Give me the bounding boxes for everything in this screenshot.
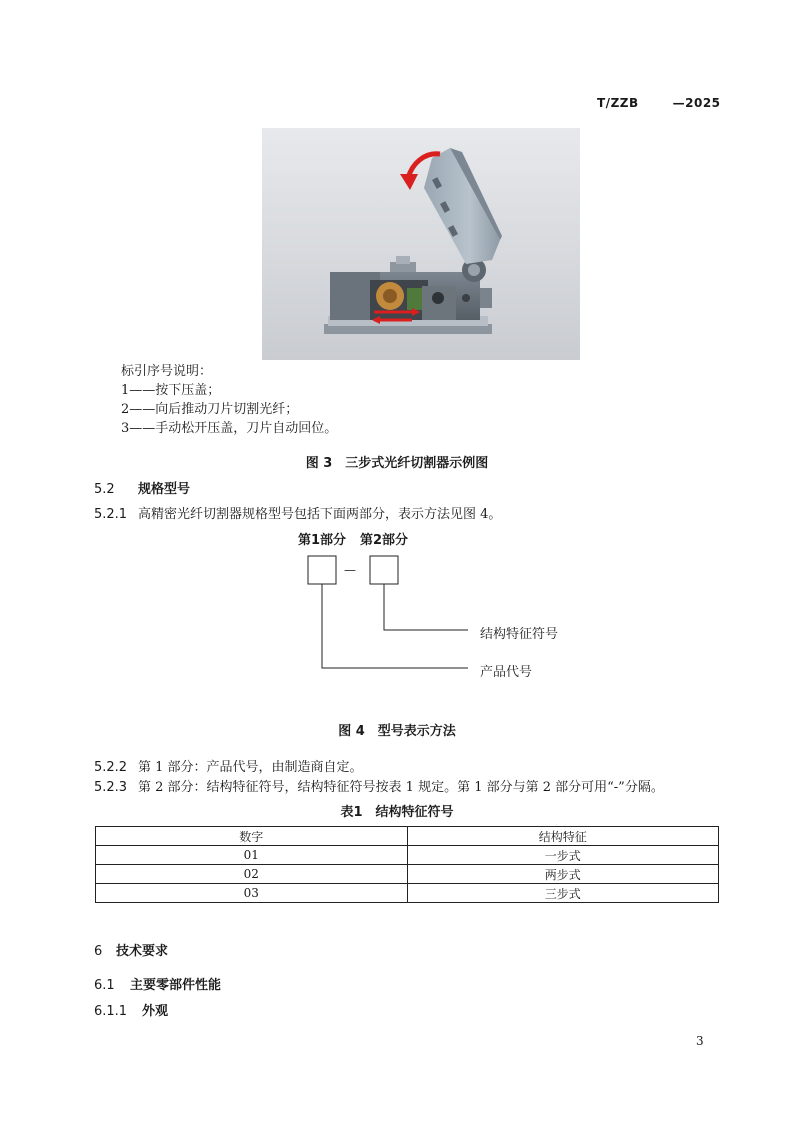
- section-number: 6.1: [94, 978, 115, 993]
- product-leader-line: [322, 584, 468, 668]
- clause-5-2-1: [94, 503, 501, 522]
- figure3-legend-item: 3——手动松开压盖，刀片自动回位。: [121, 421, 338, 436]
- figure3-caption: 图 3 三步式光纤切割器示例图: [305, 456, 489, 471]
- section-title: 主要零部件性能: [130, 978, 222, 993]
- section-6-1-1-heading: [94, 1000, 168, 1019]
- table-cell: 三步式: [407, 884, 719, 903]
- part1-label: 第1部分: [298, 533, 347, 548]
- table-row: [96, 846, 719, 865]
- page-number: 3: [696, 1034, 704, 1048]
- section-6-1-heading: [94, 974, 221, 993]
- table-header-cell: 数字: [96, 827, 408, 846]
- section-5-2-heading: [94, 478, 190, 497]
- part1-box: [308, 556, 336, 584]
- clause-5-2-2: [94, 756, 363, 775]
- structure-leader-line: [384, 584, 468, 630]
- structure-label: 结构特征符号: [480, 627, 559, 642]
- part2-label: 第2部分: [360, 533, 409, 548]
- table1-caption: 表1 结构特征符号: [340, 805, 454, 820]
- product-label: 产品代号: [480, 665, 533, 680]
- figure3-cleaver-image: [262, 128, 580, 360]
- section-number: 6.1.1: [94, 1004, 128, 1019]
- standard-code: T/ZZB: [597, 96, 639, 110]
- figure4-caption: 图 4 型号表示方法: [338, 724, 456, 739]
- section-number: 6: [94, 944, 103, 959]
- table-cell: 02: [96, 865, 408, 884]
- table-cell: 一步式: [407, 846, 719, 865]
- section-6-heading: [94, 940, 168, 959]
- clause-text: 第 2 部分：结构特征符号，结构特征符号按表 1 规定。第 1 部分与第 2 部分可用“-”分隔。: [138, 780, 664, 795]
- table-header-row: [96, 827, 719, 846]
- clause-number: 5.2.1: [94, 507, 128, 522]
- figure4-diagram: [290, 530, 590, 700]
- clause-text: 高精密光纤切割器规格型号包括下面两部分，表示方法见图 4。: [138, 507, 502, 522]
- page-header: [597, 96, 721, 110]
- section-title: 规格型号: [138, 482, 191, 497]
- clause-number: 5.2.2: [94, 760, 128, 775]
- standard-year: —2025: [672, 96, 721, 110]
- separator-dash: —: [344, 563, 356, 577]
- table-cell: 03: [96, 884, 408, 903]
- table-cell: 两步式: [407, 865, 719, 884]
- clause-5-2-3: [94, 776, 664, 795]
- part2-box: [370, 556, 398, 584]
- clause-number: 5.2.3: [94, 780, 128, 795]
- clause-text: 第 1 部分：产品代号，由制造商自定。: [138, 760, 363, 775]
- table1: [95, 826, 719, 903]
- section-number: 5.2: [94, 482, 115, 497]
- table-cell: 01: [96, 846, 408, 865]
- figure3-legend-title: 标引序号说明：: [121, 364, 213, 379]
- table-header-cell: 结构特征: [407, 827, 719, 846]
- table-row: [96, 865, 719, 884]
- figure3-legend-item: 1——按下压盖；: [121, 383, 221, 398]
- section-title: 技术要求: [116, 944, 169, 959]
- section-title: 外观: [142, 1004, 169, 1019]
- table-row: [96, 884, 719, 903]
- figure3-legend-item: 2——向后推动刀片切割光纤；: [121, 402, 299, 417]
